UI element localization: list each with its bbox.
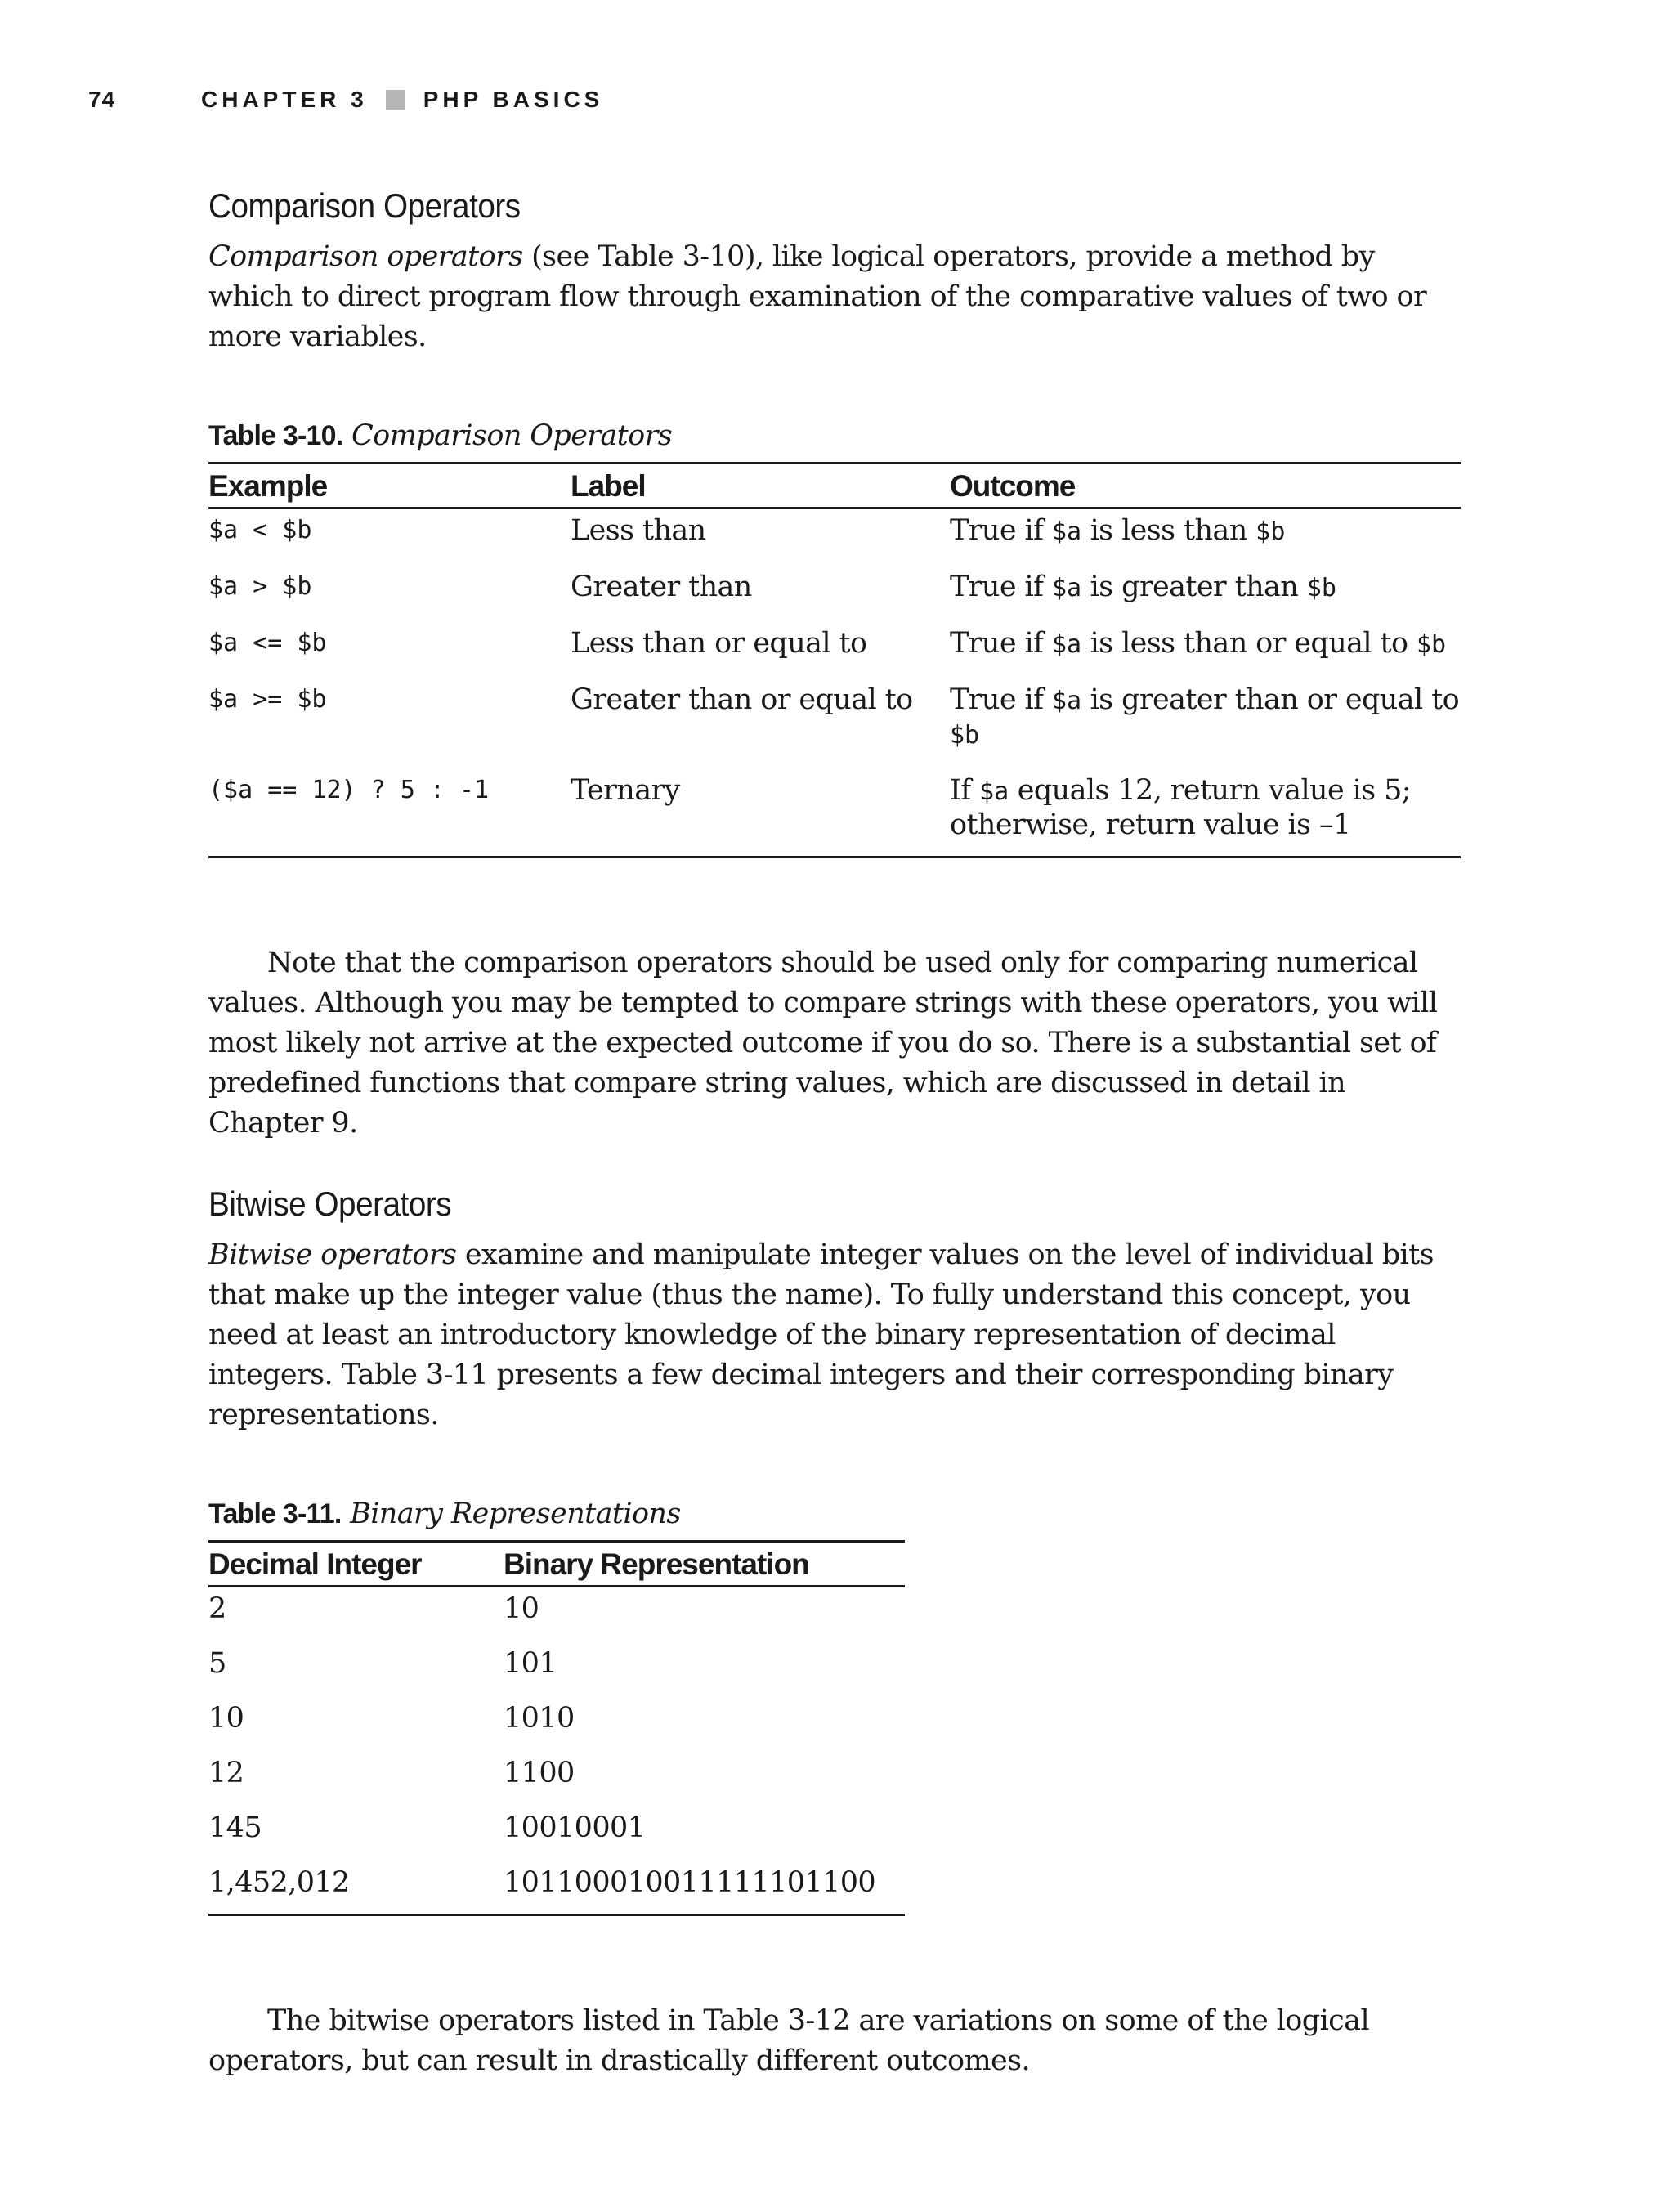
table-row xyxy=(208,1752,905,1807)
label-cell: Greater than or equal to xyxy=(571,683,913,716)
binary-cell: 101 xyxy=(504,1647,557,1680)
table-3-11-caption-number: Table 3-11. xyxy=(208,1498,342,1529)
outcome-cell: True if $a is greater than or equal to $b xyxy=(950,683,1460,750)
comparison-heading: Comparison Operators xyxy=(208,186,521,225)
table-row xyxy=(208,1697,905,1752)
comparison-intro xyxy=(208,237,1461,357)
example-cell: ($a == 12) ? 5 : -1 xyxy=(208,769,571,857)
table-3-10-caption-title: Comparison Operators xyxy=(351,419,673,452)
column-header-example: Example xyxy=(208,463,571,508)
example-cell: $a < $b xyxy=(208,516,312,544)
bitwise-intro xyxy=(208,1235,1461,1435)
header-separator-square xyxy=(386,90,405,110)
chapter-label: CHAPTER 3 xyxy=(201,87,368,112)
section-label: PHP BASICS xyxy=(423,87,604,112)
table-3-11-caption xyxy=(208,1498,1461,1530)
outcome-cell: True if $a is greater than $b xyxy=(950,571,1336,603)
outcome-cell: True if $a is less than or equal to $b xyxy=(950,627,1447,660)
table-3-11-caption-title: Binary Representations xyxy=(350,1498,681,1530)
binary-cell: 1010 xyxy=(504,1702,575,1735)
outcome-cell: If $a equals 12, return value is 5; otherwise, return value is –1 xyxy=(950,769,1461,857)
comparison-note-paragraph: Note that the comparison operators should be used only for comparing numerical values. Although you may be tempted to compare strings with these operators, you will most likely not arrive at the expected outcome if you do so. There is a substantial set of predefined functions that compare string values, which are discussed in detail in Chapter 9. xyxy=(208,947,1438,1140)
outcome-cell: True if $a is less than $b xyxy=(950,514,1286,547)
table-row xyxy=(208,1642,905,1697)
label-cell: Greater than xyxy=(571,571,752,603)
binary-representations-table xyxy=(208,1540,905,1916)
label-cell: Less than or equal to xyxy=(571,627,867,660)
table-row xyxy=(208,622,1461,678)
binary-cell: 10 xyxy=(504,1592,539,1625)
bitwise-heading: Bitwise Operators xyxy=(208,1184,452,1223)
comparison-operators-table xyxy=(208,462,1461,858)
comparison-intro-term: Comparison operators xyxy=(208,240,523,273)
decimal-cell: 2 xyxy=(208,1592,226,1625)
example-cell: $a <= $b xyxy=(208,629,327,657)
table-row xyxy=(208,678,1461,769)
page-body xyxy=(208,186,1461,2081)
page-number: 74 xyxy=(88,87,116,112)
decimal-cell: 1,452,012 xyxy=(208,1861,504,1915)
decimal-cell: 5 xyxy=(208,1647,226,1680)
table-row xyxy=(208,566,1461,622)
bitwise-closing-paragraph: The bitwise operators listed in Table 3-12 are variations on some of the logical operators, but can result in drastically different outcomes. xyxy=(208,2004,1370,2077)
bitwise-intro-term: Bitwise operators xyxy=(208,1238,457,1271)
decimal-cell: 12 xyxy=(208,1757,244,1789)
table-3-10-caption xyxy=(208,419,1461,452)
table-header-row xyxy=(208,1542,905,1587)
decimal-cell: 145 xyxy=(208,1811,262,1844)
table-row xyxy=(208,1807,905,1861)
running-head xyxy=(88,82,1592,118)
table-3-10-caption-number: Table 3-10. xyxy=(208,420,343,451)
table-row xyxy=(208,1861,905,1915)
decimal-cell: 10 xyxy=(208,1702,244,1735)
column-header-label: Label xyxy=(571,463,950,508)
table-row xyxy=(208,508,1461,566)
label-cell: Less than xyxy=(571,514,706,547)
bitwise-intro-text: examine and manipulate integer values on the level of individual bits that make up the integer value (thus the name). To fully understand this concept, you need at least an introductory knowledge of the binary representation of decimal integers. Table 3-11 presents a few decimal integers and their corresponding binary representations. xyxy=(208,1238,1434,1431)
column-header-outcome: Outcome xyxy=(950,463,1461,508)
example-cell: $a > $b xyxy=(208,572,312,601)
binary-cell: 10010001 xyxy=(504,1811,646,1844)
table-row xyxy=(208,1587,905,1643)
binary-cell: 101100010011111101100 xyxy=(504,1861,905,1915)
table-row xyxy=(208,769,1461,857)
comparison-intro-text: (see Table 3-10), like logical operators, provide a method by which to direct program flow through examination of the comparative values of two or more variables. xyxy=(208,240,1427,353)
column-header-binary: Binary Representation xyxy=(504,1542,905,1587)
binary-cell: 1100 xyxy=(504,1757,575,1789)
table-header-row xyxy=(208,463,1461,508)
column-header-decimal: Decimal Integer xyxy=(208,1542,504,1587)
example-cell: $a >= $b xyxy=(208,685,327,714)
label-cell: Ternary xyxy=(571,769,950,857)
